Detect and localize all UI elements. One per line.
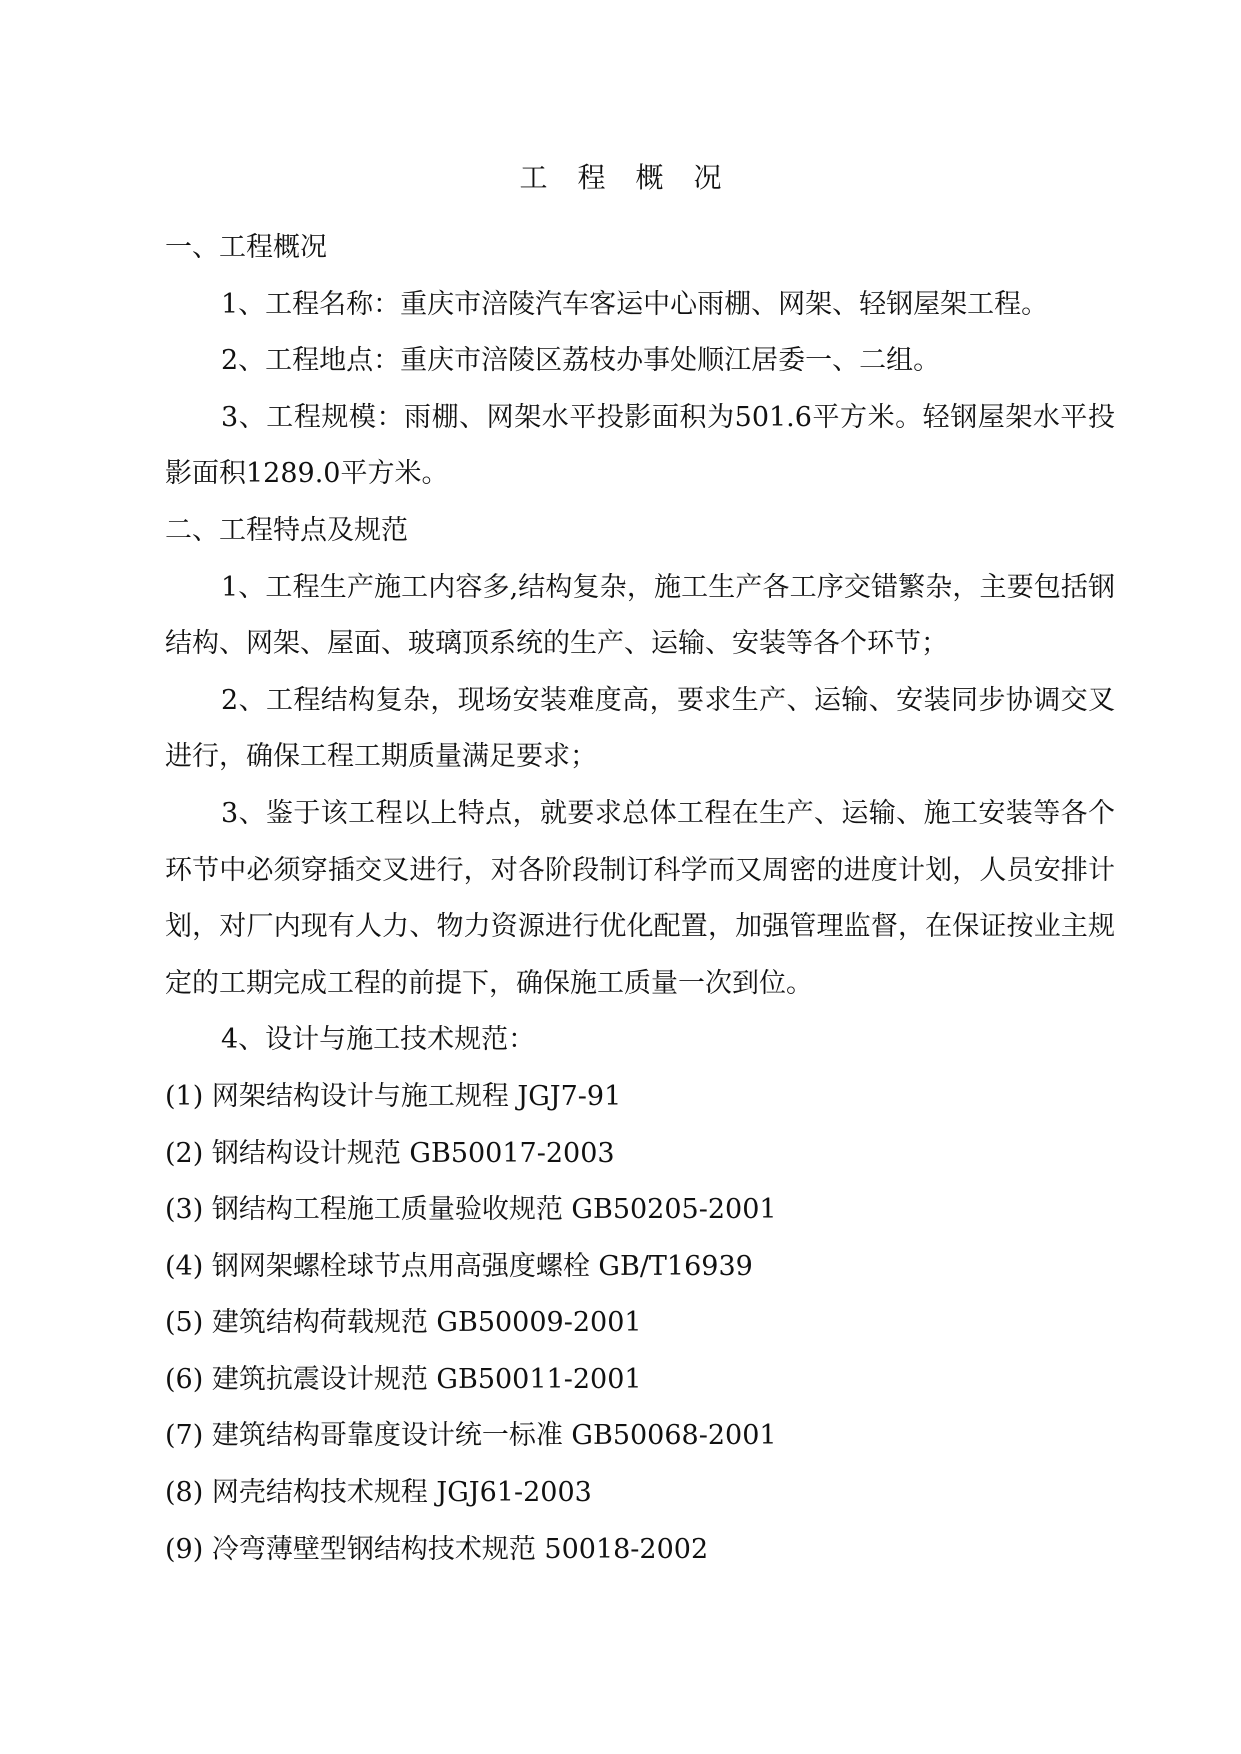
standard-item-6: (6) 建筑抗震设计规范 GB50011-2001 [165,1363,642,1395]
section-heading-overview: 一、工程概况 [165,232,327,263]
standard-item-1: (1) 网架结构设计与施工规程 JGJ7-91 [165,1080,622,1112]
standard-item-4: (4) 钢网架螺栓球节点用高强度螺栓 GB/T16939 [165,1250,753,1282]
standard-item-2: (2) 钢结构设计规范 GB50017-2003 [165,1137,615,1169]
document-body [165,220,1115,1578]
feature-paragraph-3: 3、鉴于该工程以上特点，就要求总体工程在生产、运输、施工安装等各个环节中必须穿插交叉进行，对各阶段制订科学而又周密的进度计划，人员安排计划，对厂内现有人力、物力资源进行优化配置，加强管理监督，在保证按业主规定的工期完成工程的前提下，确保施工质量一次到位。 [165,797,1115,999]
standard-item-7: (7) 建筑结构哥靠度设计统一标准 GB50068-2001 [165,1420,777,1452]
standard-item-9: (9) 冷弯薄壁型钢结构技术规范 50018-2002 [165,1533,709,1565]
document-title: 工程概况 [519,161,752,194]
standard-item-3: (3) 钢结构工程施工质量验收规范 GB50205-2001 [165,1194,777,1226]
project-location-paragraph: 2、工程地点：重庆市涪陵区荔枝办事处顺江居委一、二组。 [221,345,941,377]
feature-paragraph-1: 1、工程生产施工内容多,结构复杂，施工生产各工序交错繁杂，主要包括钢结构、网架、屋面、玻璃顶系统的生产、运输、安装等各个环节； [165,571,1115,660]
feature-paragraph-2: 2、工程结构复杂，现场安装难度高，要求生产、运输、安装同步协调交叉进行，确保工程工期质量满足要求； [165,684,1115,773]
project-scale-paragraph: 3、工程规模：雨棚、网架水平投影面积为501.6平方米。轻钢屋架水平投影面积1289.0平方米。 [165,401,1115,490]
section-heading-features: 二、工程特点及规范 [165,514,408,546]
feature-paragraph-4: 4、设计与施工技术规范： [221,1024,536,1056]
project-name-paragraph: 1、工程名称：重庆市涪陵汽车客运中心雨棚、网架、轻钢屋架工程。 [221,288,1049,320]
standard-item-8: (8) 网壳结构技术规程 JGJ61-2003 [165,1477,592,1509]
standard-item-5: (5) 建筑结构荷载规范 GB50009-2001 [165,1307,642,1339]
